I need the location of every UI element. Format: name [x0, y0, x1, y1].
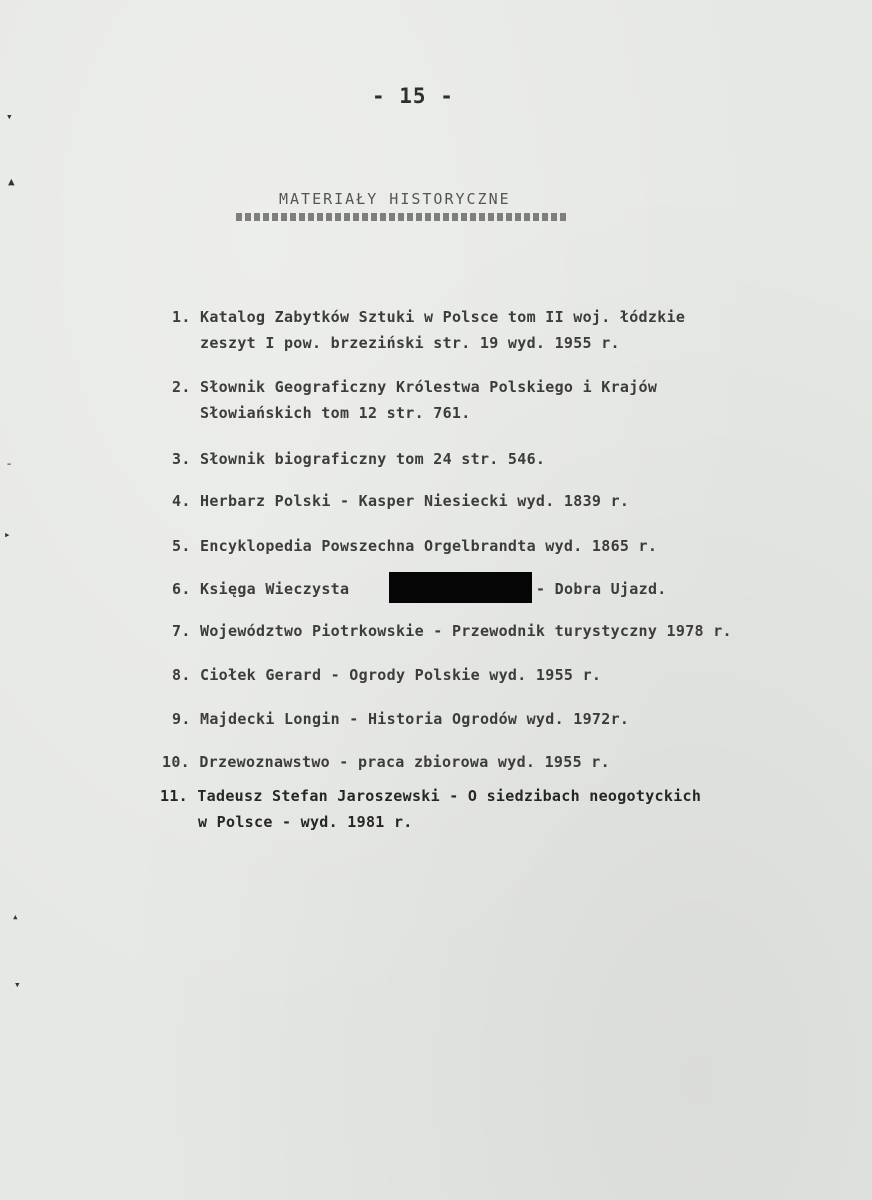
- item-text: Herbarz Polski - Kasper Niesiecki wyd. 1839 r.: [200, 492, 630, 510]
- margin-mark: ▾: [14, 978, 21, 991]
- margin-mark: ▴: [12, 910, 19, 923]
- item-text-continuation: w Polsce - wyd. 1981 r.: [198, 813, 413, 831]
- heading-underline: [236, 213, 568, 221]
- item-number: 4.: [172, 492, 191, 510]
- redaction-box: [389, 572, 532, 603]
- item-number: 11.: [160, 787, 188, 805]
- item-text: Słownik Geograficzny Królestwa Polskiego i Krajów: [200, 378, 658, 396]
- item-text-continuation: zeszyt I pow. brzeziński str. 19 wyd. 1955 r.: [200, 334, 620, 352]
- item-number: 2.: [172, 378, 191, 396]
- item-number: 3.: [172, 450, 191, 468]
- item-number: 8.: [172, 666, 191, 684]
- item-text: Drzewoznawstwo - praca zbiorowa wyd. 1955 r.: [199, 753, 610, 771]
- list-item: [172, 450, 545, 468]
- item-text-continuation: Słowiańskich tom 12 str. 761.: [200, 404, 471, 422]
- list-item: [172, 308, 686, 352]
- item-text: Encyklopedia Powszechna Orgelbrandta wyd. 1865 r.: [200, 537, 658, 555]
- item-number: 9.: [172, 710, 191, 728]
- item-number: 6.: [172, 580, 191, 598]
- item-number: 5.: [172, 537, 191, 555]
- list-item: [172, 492, 629, 510]
- list-item: [172, 537, 657, 555]
- item-text-after-redaction: - Dobra Ujazd.: [536, 580, 667, 598]
- item-text: Ciołek Gerard - Ogrody Polskie wyd. 1955 r.: [200, 666, 602, 684]
- margin-mark: ╶: [4, 458, 11, 471]
- item-text: Tadeusz Stefan Jaroszewski - O siedzibach neogotyckich: [197, 787, 702, 805]
- page-number: - 15 -: [372, 84, 454, 108]
- item-number: 10.: [162, 753, 190, 771]
- item-text: Województwo Piotrkowskie - Przewodnik turystyczny 1978 r.: [200, 622, 732, 640]
- item-number: 1.: [172, 308, 191, 326]
- item-text: Słownik biograficzny tom 24 str. 546.: [200, 450, 546, 468]
- list-item: [172, 710, 629, 728]
- item-text: Majdecki Longin - Historia Ogrodów wyd. 1972r.: [200, 710, 630, 728]
- item-text: Katalog Zabytków Sztuki w Polsce tom II woj. łódzkie: [200, 308, 686, 326]
- section-heading: MATERIAŁY HISTORYCZNE: [279, 190, 511, 208]
- list-item: [172, 378, 658, 422]
- margin-mark: ▲: [8, 175, 15, 188]
- list-item: [172, 622, 732, 640]
- list-item: [162, 753, 610, 771]
- list-item: [160, 787, 702, 831]
- list-item: [172, 580, 349, 598]
- item-number: 7.: [172, 622, 191, 640]
- list-item: [172, 666, 601, 684]
- margin-mark: ▸: [4, 528, 11, 541]
- margin-mark: ▾: [6, 110, 13, 123]
- item-text: Księga Wieczysta: [200, 580, 350, 598]
